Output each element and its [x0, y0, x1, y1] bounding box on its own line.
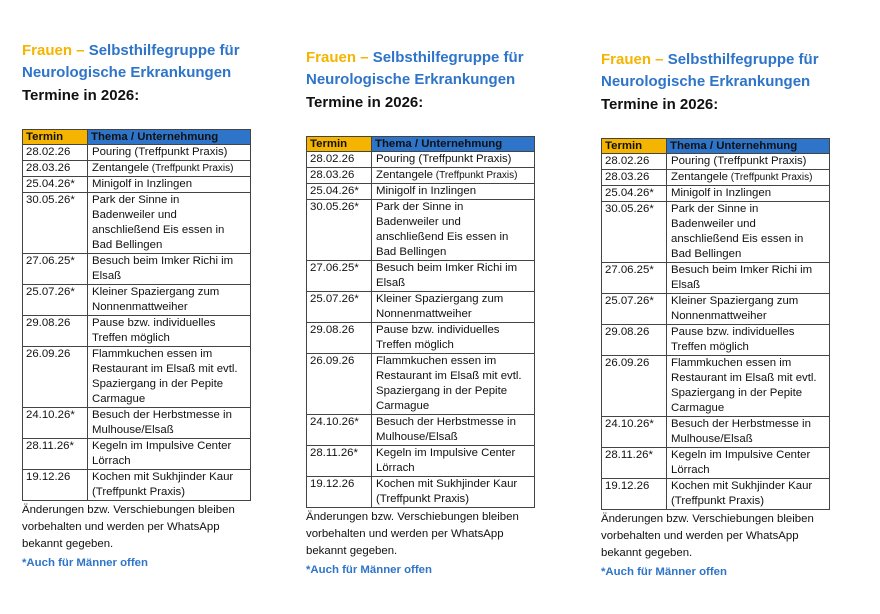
row-topic-small: (Treffpunkt Praxis): [728, 172, 813, 183]
row-date: 25.04.26*: [307, 184, 372, 200]
row-topic: [372, 184, 535, 200]
row-date: 19.12.26: [23, 470, 88, 501]
row-topic-line: Kochen mit Sukhjinder Kaur: [671, 480, 813, 492]
row-topic-line: Mulhouse/Elsaß: [92, 424, 174, 436]
row-date: 28.11.26*: [23, 439, 88, 470]
row-date: 19.12.26: [307, 477, 372, 508]
row-date: 28.03.26: [307, 168, 372, 184]
row-topic-line: Kegeln im Impulsive Center: [376, 447, 516, 459]
flyer-subtitle: Termine in 2026:: [601, 96, 719, 113]
row-topic-line: Park der Sinne in: [92, 194, 180, 206]
row-topic-line: anschließend Eis essen in: [376, 231, 509, 243]
row-topic-line: Elsaß: [376, 277, 406, 289]
row-topic: [372, 323, 535, 354]
row-topic-line: anschließend Eis essen in: [92, 224, 225, 236]
row-topic-line: Elsaß: [671, 279, 701, 291]
table-row: [602, 417, 830, 448]
row-topic-line: Kleiner Spaziergang zum: [92, 286, 220, 298]
changes-note: [601, 511, 841, 562]
row-topic-line: Flammkuchen essen im: [376, 355, 497, 367]
row-topic: [667, 325, 830, 356]
header-topic: Thema / Unternehmung: [667, 139, 830, 154]
flyer-subtitle: Termine in 2026:: [22, 87, 140, 104]
changes-note-line: bekannt gegeben.: [306, 545, 398, 557]
table-row: [23, 347, 251, 408]
row-topic: [372, 152, 535, 168]
row-topic-line: Flammkuchen essen im: [92, 348, 213, 360]
row-date: 28.03.26: [602, 170, 667, 186]
table-row: [23, 161, 251, 177]
row-topic: [372, 446, 535, 477]
row-topic-line: Nonnenmattweiher: [92, 301, 188, 313]
row-topic: [88, 408, 251, 439]
row-date: 28.02.26: [602, 154, 667, 170]
header-date: Termin: [23, 130, 88, 145]
title-frauen: Frauen: [306, 49, 357, 66]
table-row: [602, 356, 830, 417]
title-dash: –: [72, 42, 89, 59]
row-date: 25.04.26*: [23, 177, 88, 193]
schedule-header-row: [23, 130, 251, 145]
row-topic-line: Flammkuchen essen im: [671, 357, 792, 369]
row-topic-line: Badenweiler und: [671, 218, 756, 230]
header-topic: Thema / Unternehmung: [372, 137, 535, 152]
changes-note-line: Änderungen bzw. Verschiebungen bleiben: [601, 513, 814, 525]
row-topic-text: Pouring (Treffpunkt Praxis): [92, 146, 228, 158]
header-date: Termin: [307, 137, 372, 152]
row-topic: [88, 470, 251, 501]
changes-note-line: Änderungen bzw. Verschiebungen bleiben: [22, 504, 235, 516]
row-date: 29.08.26: [307, 323, 372, 354]
table-row: [307, 152, 535, 168]
row-date: 26.09.26: [307, 354, 372, 415]
row-date: 27.06.25*: [23, 254, 88, 285]
table-row: [602, 170, 830, 186]
row-date: 28.02.26: [23, 145, 88, 161]
row-topic: [667, 448, 830, 479]
row-topic: [88, 347, 251, 408]
row-topic-line: Treffen möglich: [376, 339, 454, 351]
row-topic: [667, 417, 830, 448]
schedule-table: [22, 129, 251, 501]
row-topic-text: Minigolf in Inzlingen: [92, 178, 193, 190]
schedule-header-row: [602, 139, 830, 154]
table-row: [307, 184, 535, 200]
changes-note-line: bekannt gegeben.: [22, 538, 114, 550]
table-row: [23, 408, 251, 439]
table-row: [23, 193, 251, 254]
row-topic-line: Spaziergang in der Pepite: [92, 378, 224, 390]
row-topic-line: Park der Sinne in: [671, 203, 759, 215]
row-topic-line: Nonnenmattweiher: [376, 308, 472, 320]
row-topic: [88, 145, 251, 161]
row-topic-line: Bad Bellingen: [671, 248, 742, 260]
row-date: 28.11.26*: [602, 448, 667, 479]
changes-note-line: bekannt gegeben.: [601, 547, 693, 559]
row-topic-line: Besuch der Herbstmesse in: [671, 418, 811, 430]
table-row: [23, 254, 251, 285]
table-row: [602, 154, 830, 170]
row-topic-line: Restaurant im Elsaß mit evtl.: [671, 372, 817, 384]
table-row: [307, 168, 535, 184]
flyer-subtitle: Termine in 2026:: [306, 94, 424, 111]
row-topic: [667, 154, 830, 170]
row-topic-text: Minigolf in Inzlingen: [671, 187, 772, 199]
table-row: [602, 325, 830, 356]
flyer-left: [22, 40, 292, 572]
title-dash: –: [651, 51, 668, 68]
table-row: [23, 470, 251, 501]
row-topic-line: Carmague: [671, 402, 725, 414]
row-topic-line: Kegeln im Impulsive Center: [92, 440, 232, 452]
row-date: 26.09.26: [23, 347, 88, 408]
row-date: 27.06.25*: [307, 261, 372, 292]
changes-note-line: vorbehalten und werden per WhatsApp: [601, 530, 799, 542]
row-date: 30.05.26*: [602, 202, 667, 263]
title-rest-line2: Neurologische Erkrankungen: [601, 73, 811, 90]
row-topic-line: Besuch der Herbstmesse in: [376, 416, 516, 428]
table-row: [23, 285, 251, 316]
changes-note-line: Änderungen bzw. Verschiebungen bleiben: [306, 511, 519, 523]
row-topic: [667, 202, 830, 263]
row-date: 25.07.26*: [602, 294, 667, 325]
row-topic-line: Bad Bellingen: [92, 239, 163, 251]
row-date: 25.07.26*: [23, 285, 88, 316]
row-topic-line: Besuch beim Imker Richi im: [671, 264, 813, 276]
header-date: Termin: [602, 139, 667, 154]
row-topic-line: Bad Bellingen: [376, 246, 447, 258]
row-topic-line: Pause bzw. individuelles: [92, 317, 216, 329]
row-topic-line: (Treffpunkt Praxis): [376, 493, 470, 505]
flyer-title: [22, 40, 292, 84]
row-topic-small: (Treffpunkt Praxis): [149, 163, 234, 174]
row-topic-line: Elsaß: [92, 270, 122, 282]
row-topic-line: Carmague: [92, 393, 146, 405]
table-row: [307, 292, 535, 323]
row-topic-text: Minigolf in Inzlingen: [376, 185, 477, 197]
row-topic-line: Mulhouse/Elsaß: [671, 433, 753, 445]
row-topic-line: Lörrach: [92, 455, 131, 467]
row-topic: [372, 261, 535, 292]
table-row: [23, 316, 251, 347]
row-topic: [667, 263, 830, 294]
row-topic-line: Treffen möglich: [92, 332, 170, 344]
title-rest-line2: Neurologische Erkrankungen: [22, 64, 232, 81]
table-row: [602, 263, 830, 294]
table-row: [602, 294, 830, 325]
header-topic: Thema / Unternehmung: [88, 130, 251, 145]
row-topic-text: Zentangele: [671, 171, 728, 183]
row-topic-line: Spaziergang in der Pepite: [671, 387, 803, 399]
table-row: [307, 200, 535, 261]
title-rest-line1: Selbsthilfegruppe für: [667, 51, 819, 68]
row-date: 28.03.26: [23, 161, 88, 177]
table-row: [307, 477, 535, 508]
row-topic: [372, 200, 535, 261]
row-date: 30.05.26*: [307, 200, 372, 261]
table-row: [307, 323, 535, 354]
title-frauen: Frauen: [601, 51, 652, 68]
row-date: 19.12.26: [602, 479, 667, 510]
table-row: [602, 202, 830, 263]
table-row: [307, 415, 535, 446]
title-dash: –: [356, 49, 373, 66]
row-topic: [88, 316, 251, 347]
table-row: [602, 448, 830, 479]
schedule-table: [306, 136, 535, 508]
row-topic: [88, 439, 251, 470]
title-rest-line2: Neurologische Erkrankungen: [306, 71, 516, 88]
row-topic-text: Zentangele: [92, 162, 149, 174]
row-topic: [88, 193, 251, 254]
row-topic: [372, 168, 535, 184]
flyer-right: [601, 49, 871, 581]
table-row: [307, 354, 535, 415]
title-rest-line1: Selbsthilfegruppe für: [372, 49, 524, 66]
row-date: 26.09.26: [602, 356, 667, 417]
changes-note: [306, 509, 546, 560]
row-topic: [88, 177, 251, 193]
flyer-middle: [306, 47, 576, 579]
row-topic-line: Kochen mit Sukhjinder Kaur: [92, 471, 234, 483]
row-topic-line: Kegeln im Impulsive Center: [671, 449, 811, 461]
row-date: 24.10.26*: [602, 417, 667, 448]
row-topic-text: Pouring (Treffpunkt Praxis): [376, 153, 512, 165]
row-date: 29.08.26: [602, 325, 667, 356]
row-topic-line: Park der Sinne in: [376, 201, 464, 213]
row-topic: [372, 415, 535, 446]
row-date: 28.02.26: [307, 152, 372, 168]
flyer-title: [601, 49, 871, 93]
row-topic: [667, 479, 830, 510]
row-date: 29.08.26: [23, 316, 88, 347]
schedule-header-row: [307, 137, 535, 152]
row-topic-line: Treffen möglich: [671, 341, 749, 353]
schedule-table: [601, 138, 830, 510]
row-topic: [667, 170, 830, 186]
row-topic-text: Zentangele: [376, 169, 433, 181]
row-topic: [372, 477, 535, 508]
men-welcome-note: *Auch für Männer offen: [22, 557, 148, 569]
row-date: 25.04.26*: [602, 186, 667, 202]
row-topic-line: Kleiner Spaziergang zum: [376, 293, 504, 305]
row-topic: [88, 285, 251, 316]
row-topic: [667, 186, 830, 202]
row-date: 28.11.26*: [307, 446, 372, 477]
table-row: [23, 439, 251, 470]
row-topic-line: Besuch beim Imker Richi im: [92, 255, 234, 267]
row-date: 24.10.26*: [307, 415, 372, 446]
row-topic-line: (Treffpunkt Praxis): [92, 486, 186, 498]
row-topic-line: Restaurant im Elsaß mit evtl.: [92, 363, 238, 375]
changes-note-line: vorbehalten und werden per WhatsApp: [22, 521, 220, 533]
men-welcome-note: *Auch für Männer offen: [306, 564, 432, 576]
men-welcome-note: *Auch für Männer offen: [601, 566, 727, 578]
row-topic-line: anschließend Eis essen in: [671, 233, 804, 245]
row-topic: [88, 254, 251, 285]
row-topic-line: Nonnenmattweiher: [671, 310, 767, 322]
changes-note-line: vorbehalten und werden per WhatsApp: [306, 528, 504, 540]
table-row: [602, 479, 830, 510]
row-date: 30.05.26*: [23, 193, 88, 254]
row-topic: [667, 294, 830, 325]
table-row: [602, 186, 830, 202]
changes-note: [22, 502, 262, 553]
row-topic-line: Badenweiler und: [376, 216, 461, 228]
row-topic-line: Spaziergang in der Pepite: [376, 385, 508, 397]
row-topic-line: Pause bzw. individuelles: [671, 326, 795, 338]
table-row: [307, 446, 535, 477]
row-topic-line: Lörrach: [376, 462, 415, 474]
row-topic-line: Besuch beim Imker Richi im: [376, 262, 518, 274]
table-row: [23, 145, 251, 161]
table-row: [307, 261, 535, 292]
row-date: 25.07.26*: [307, 292, 372, 323]
row-topic-line: Kochen mit Sukhjinder Kaur: [376, 478, 518, 490]
row-topic: [88, 161, 251, 177]
row-topic-line: Mulhouse/Elsaß: [376, 431, 458, 443]
row-topic-line: Badenweiler und: [92, 209, 177, 221]
row-topic-small: (Treffpunkt Praxis): [433, 170, 518, 181]
row-topic-line: Besuch der Herbstmesse in: [92, 409, 232, 421]
row-topic-line: (Treffpunkt Praxis): [671, 495, 765, 507]
title-rest-line1: Selbsthilfegruppe für: [88, 42, 240, 59]
row-topic-line: Carmague: [376, 400, 430, 412]
table-row: [23, 177, 251, 193]
row-topic-line: Restaurant im Elsaß mit evtl.: [376, 370, 522, 382]
row-topic: [372, 292, 535, 323]
row-date: 27.06.25*: [602, 263, 667, 294]
title-frauen: Frauen: [22, 42, 73, 59]
row-topic: [372, 354, 535, 415]
row-topic-text: Pouring (Treffpunkt Praxis): [671, 155, 807, 167]
row-topic-line: Pause bzw. individuelles: [376, 324, 500, 336]
flyer-title: [306, 47, 576, 91]
row-topic: [667, 356, 830, 417]
row-topic-line: Lörrach: [671, 464, 710, 476]
row-date: 24.10.26*: [23, 408, 88, 439]
row-topic-line: Kleiner Spaziergang zum: [671, 295, 799, 307]
